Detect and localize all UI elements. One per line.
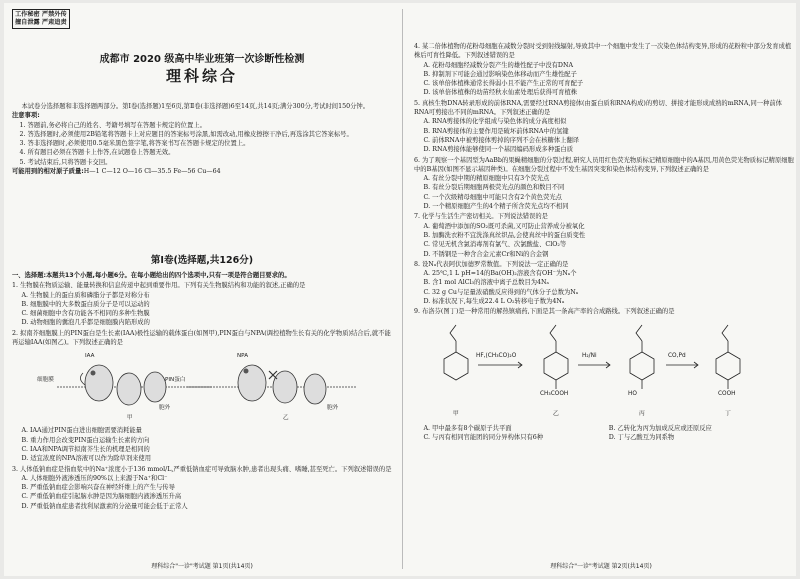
reagent-3: CO,Pd — [668, 352, 686, 359]
ring-3 — [630, 352, 654, 380]
option-c: C. 前体RNA中被剪接体剪掉的序列不会在核糖体上翻译 — [423, 136, 580, 144]
pin-protein-a2 — [117, 373, 141, 405]
atomic-masses-label: 可能用到的相对原子质量: — [12, 168, 84, 176]
iaa-arrow — [80, 373, 85, 385]
block-cross — [269, 371, 277, 379]
synthesis-diagram — [414, 319, 774, 423]
section-instructions: 一、选择题:本题共13个小题,每小题6分。在每小题给出的四个选项中,只有一项是符合题目要求的。 — [12, 272, 291, 279]
option-d: D. 严重低钠血症患者找利尿激素的分泌量可能会低于正常人 — [21, 502, 188, 510]
questions-right — [414, 41, 794, 442]
option-b: B. 加酶洗衣粉不宜洗涤真丝织品,会使真丝中的蛋白质变性 — [423, 231, 586, 239]
ring-1 — [444, 352, 468, 380]
question-stem: 4. 某二倍体植物的花粉母细胞在减数分裂时受到射线辐射,导致其中一个细胞中发生了一次染色体结构变异,形成的花粉粒中部分发育成植株后可育性降低。下列叙述错误的是 — [414, 43, 792, 60]
option-a: A. 花粉母细胞经减数分裂产生的雄性配子中没有DNA — [423, 61, 574, 69]
page-divider — [402, 9, 403, 569]
secret-line-2: 擅自泄露 严肃追责 — [15, 19, 67, 26]
isobutyl-tail-1 — [450, 325, 456, 341]
exam-title: 成都市 2020 级高中毕业班第一次诊断性检测 — [99, 54, 305, 65]
option-d: D. 该单倍体植株的幼苗经秋水仙素处理后获得可育植株 — [423, 89, 578, 97]
option-b: B. 有丝分裂后期细胞两极荧光点的颜色和数目不同 — [423, 184, 565, 192]
option-c: C. 32 g Cu与足量浓硝酸反应得到的气体分子总数为Nₐ — [423, 288, 579, 296]
option-c: C. 严重低钠血症引起脑水肿是因为脑细胞内液渗透压升高 — [21, 493, 182, 501]
right-page — [414, 3, 794, 576]
option-b: B. 含1 mol AlCl₃的溶液中离子总数目为4Nₐ — [423, 279, 549, 287]
option-a: A. 人体细胞外液渗透压的90%以上来源于Na⁺和Cl⁻ — [21, 474, 168, 482]
option-b: B. 抑制剂下可能会通过影响染色体移动而产生雄性配子 — [423, 70, 577, 78]
figure-b-label: 乙 — [283, 415, 289, 422]
option-c: C. 与丙有相同官能团的同分异构体只有6种 — [423, 433, 544, 441]
question-9 — [414, 307, 794, 442]
question-stem: 3. 人体低钠血症是指血浆中的Na⁺浓度小于136 mmol/L,严重低钠血症可导致脑水肿,患者出现头痛、嗜睡,甚至死亡。下列叙述错误的是 — [12, 465, 392, 473]
question-4 — [414, 42, 794, 98]
outside-label: 胞外 — [159, 405, 171, 412]
figure-synthesis-route — [414, 319, 774, 423]
question-stem: 2. 拟南芥细胞膜上的PIN蛋白是生长素(IAA)极性运输的载体蛋白(如图甲),PIN蛋白与NPA(调控植物生长有关的化学物质)结合后,就不能再运输IAA(如图乙)。下列叙述正确的是 — [12, 329, 391, 347]
group-acetyl: CH₃COOH — [540, 390, 569, 397]
question-3 — [12, 465, 392, 511]
ring-4 — [716, 352, 740, 380]
pin-protein-a1 — [85, 365, 113, 401]
isobutyl-tail-3 — [636, 325, 642, 341]
iaa-dot — [91, 371, 96, 376]
page-footer-right: 理科综合"一诊"考试题 第2页(共14页) — [550, 563, 652, 570]
pin-protein-a3 — [144, 372, 166, 402]
figure-pin-transport — [37, 349, 367, 425]
question-2 — [12, 329, 392, 464]
npa-label: NPA — [237, 353, 249, 360]
option-a: A. 25℃,1 L pH=14的Ba(OH)₂溶液含有OH⁻为Nₐ个 — [423, 270, 577, 278]
option-b: B. 乙转化为丙为加成反应或还原反应 — [608, 424, 712, 432]
option-b: B. RNA剪接体的主要作用是破坏前体RNA中的氢键 — [423, 127, 569, 135]
notes-list — [12, 121, 392, 167]
ring-2 — [544, 352, 568, 380]
question-stem: 8. 设Nₐ代表阿伏加德罗常数值。下列说法一定正确的是 — [414, 260, 569, 268]
option-d: D. 一个精原细胞产生的4个精子所含荧光点均不相同 — [423, 203, 569, 211]
atomic-masses-values: H—1 C—12 O—16 Cl—35.5 Fe—56 Cu—64 — [83, 168, 221, 176]
option-a: A. 有丝分裂中期的精原细胞中只有3个荧光点 — [423, 175, 550, 183]
left-page — [12, 3, 392, 576]
figure-a-label: 甲 — [127, 415, 133, 422]
option-a: A. IAA通过PIN蛋白进出细胞需要消耗能量 — [21, 427, 142, 435]
note-item: 3. 答非选择题时,必须使用0.5毫米黑色签字笔,将答案书写在答题卡规定的位置上。 — [19, 140, 250, 148]
option-c: C. 常见无机含氯消毒剂有氯气、次氯酸盐、ClO₂等 — [423, 241, 567, 249]
instructions — [12, 102, 392, 176]
secret-stamp — [12, 9, 70, 29]
pin-protein-b3 — [304, 374, 326, 404]
group-hydroxy: HO — [628, 390, 637, 397]
question-stem: 1. 生物膜在物质运输、能量转换和信息传递中起到重要作用。下列有关生物膜结构和功能的叙述,正确的是 — [12, 282, 306, 290]
option-d: D. 适宜浓度的NPA溶液可以作为除草剂来使用 — [21, 455, 152, 463]
option-a: A. 生物膜上的蛋白质和磷脂分子都是对称分布 — [21, 291, 150, 299]
option-c: C. 一个次级精母细胞中可能只含有2个黄色荧光点 — [423, 193, 562, 201]
option-d: D. 标准状况下,每生成22.4 L O₂转移电子数为4Nₐ — [423, 298, 565, 306]
isobutyl-tail-2 — [550, 325, 556, 341]
question-stem: 6. 为了观察一个基因型为AaBb的果蝇精细胞的分裂过程,研究人员用红色荧光物质标记精原细胞中的A基因,用黄色荧光物质标记精原细胞中的B基因(如图不显示基因种类)。在细胞分裂过程中不发生基因突变和染色体结构变异,下列叙述正确的是 — [414, 156, 794, 173]
option-c: C. 该单倍体植株通常长得弱小且不能产生正常的可育配子 — [423, 80, 584, 88]
question-stem: 9. 布洛芬(图丁)是一种常用的解热镇痛药,下面是其一条高产率的合成路线。下列叙述正确的是 — [414, 308, 675, 316]
questions-left — [12, 271, 392, 511]
option-b: B. 严重低钠血症会影响兴奋在神经纤维上的产生与传导 — [21, 484, 175, 492]
pin-label: PIN蛋白 — [165, 377, 186, 384]
option-d: D. 丁与乙酸互为同系物 — [608, 433, 675, 441]
group-carboxy: COOH — [718, 390, 736, 397]
question-8 — [414, 260, 794, 306]
outside-label-b: 胞外 — [327, 405, 339, 412]
question-1 — [12, 281, 392, 327]
note-item: 1. 答题前,务必将自己的姓名、考籍号填写在答题卡规定的位置上。 — [19, 121, 206, 129]
reagent-2: H₂/Ni — [582, 352, 597, 359]
reagent-1: HF,(CH₃CO)₂O — [476, 352, 517, 359]
note-item: 5. 考试结束后,只将答题卡交回。 — [19, 158, 112, 166]
atomic-masses — [12, 167, 392, 176]
option-a: A. 葡萄酒中添加的SO₂既可杀菌,又可防止营养成分被氧化 — [423, 222, 585, 230]
question-stem: 5. 真核生物DNA转录形成的前体RNA,需要经过RNA剪接体(由蛋白质和RNA构成)的剪切、拼接才能形成成熟的mRNA,同一种前体RNA可剪接出不同的mRNA。下列叙述正确的是 — [414, 99, 782, 117]
intro-paragraph: 本试卷分选择题和非选择题两部分。第Ⅰ卷(选择题)1至6页,第Ⅱ卷(非选择题)6至14页,共14页;满分300分,考试时间150分钟。 — [21, 103, 370, 110]
question-stem: 7. 化学与生活生产密切相关。下列说法错误的是 — [414, 213, 548, 221]
page-footer-left: 理科综合"一诊"考试题 第1页(共14页) — [151, 563, 253, 570]
compound-label: 丁 — [725, 410, 731, 417]
exam-sheet — [4, 3, 796, 576]
isobutyl-tail-4 — [722, 325, 728, 341]
question-5 — [414, 99, 794, 155]
iaa-label: IAA — [85, 353, 95, 360]
membrane-label: 细胞膜 — [37, 377, 54, 384]
pin-protein-b1 — [238, 365, 266, 401]
option-b: B. 重力作用会改变PIN蛋白运输生长素的方向 — [21, 436, 150, 444]
question-6 — [414, 156, 794, 212]
option-d: D. RNA剪接体能够使同一个基因编码形成多种蛋白质 — [423, 146, 574, 154]
notes-heading: 注意事项: — [12, 112, 40, 120]
option-a: A. RNA剪接体的化学组成与染色体的成分高度相似 — [423, 118, 567, 126]
section-title: 第Ⅰ卷(选择题,共126分) — [150, 255, 254, 266]
note-item: 2. 答选择题时,必须使用2B铅笔将答题卡上对应题目的答案标号涂黑,如需改动,用橡皮擦擦干净后,再选涂其它答案标号。 — [19, 130, 353, 138]
subject-title: 理科综合 — [165, 67, 238, 85]
compound-label: 乙 — [553, 410, 559, 417]
option-d: D. 不锈钢是一种含合金元素Cr和Ni的合金钢 — [423, 250, 549, 258]
secret-line-1: 工作秘密 严禁外传 — [15, 11, 67, 18]
question-7 — [414, 212, 794, 258]
npa-dot — [244, 369, 249, 374]
note-item: 4. 所有题目必须在答题卡上作答,在试题卷上答题无效。 — [19, 149, 175, 157]
pin-diagram — [37, 349, 367, 425]
option-c: C. 细菌细胞中含有功能各不相同的多种生物膜 — [21, 310, 150, 318]
option-c: C. IAA和NPA调节拟南芥生长的机理是相同的 — [21, 445, 150, 453]
option-b: B. 细胞膜中的大多数蛋白质分子是可以运动的 — [21, 300, 150, 308]
compound-label: 甲 — [453, 410, 459, 417]
pin-protein-b2 — [273, 371, 297, 403]
option-a: A. 甲中最多有8个碳原子共平面 — [423, 424, 512, 432]
options-grid — [414, 424, 794, 443]
compound-label: 丙 — [639, 410, 645, 417]
option-d: D. 动物细胞的囊泡几乎都是细胞膜内陷形成的 — [21, 319, 150, 327]
